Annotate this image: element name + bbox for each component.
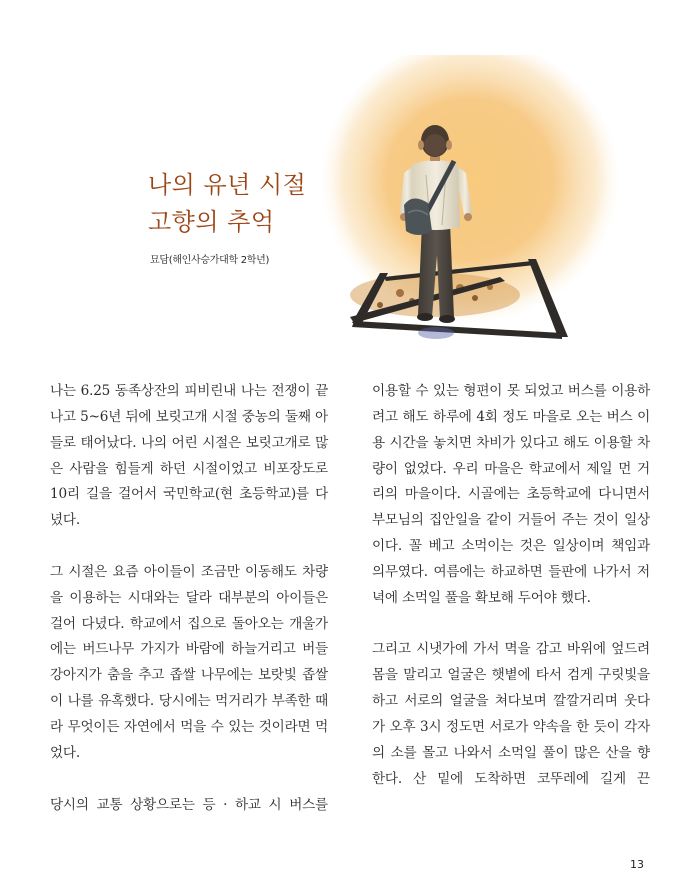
- paragraph: 나는 6.25 동족상잔의 피비린내 나는 전쟁이 끝나고 5~6년 뒤에 보릿고개 시절 중농의 둘째 아들로 태어났다. 나의 어린 시절은 보릿고개로 많은 사람을 힘들게 하던 시절이었고 비포장도로 10리 길을 걸어서 국민학교(현 초등학교)를 다녔다.: [50, 383, 328, 529]
- paragraph: 이용할 수 있는 형편이 못 되었고 버스를 이용하려고 해도 하루에 4회 정도 마을로 오는 버스 이용 시간을 놓치면 차비가 있다고 해도 이용할 차량이 없었다. 우리 마을은 학교에서 제일 먼 거리의 마을이다. 시골에는 초등학교에 다니면서 부모님의 집안일을 같이 거들어 주는 것이 일상이다. 꼴 베고 소먹이는 것은 일상이며 책임과 의무였다. 여름에는 하교하면 들판에 나가서 저녁에 소먹일 풀을 확보해 두어야 했다.: [372, 383, 650, 606]
- boy-shadow: [418, 327, 454, 339]
- boy-walking-illustration: [300, 55, 650, 365]
- title-line-1: 나의 유년 시절: [148, 171, 307, 199]
- body-column-left: [50, 379, 328, 818]
- paragraph: 그리고 시냇가에 가서 멱을 감고 바위에 엎드려 몸을 말리고 얼굴은 햇볕에 타서 검게 구릿빛을 하고 서로의 얼굴을 쳐다보며 깔깔거리며 웃다가 오후 3시 정도면 서로가 약속을 한 듯이 각자의 소를 몰고 나와서 소먹일 풀이 많은 산을 향한다. 산 밑에 도착하면 코뚜레에 길게 끈: [372, 641, 650, 787]
- author-byline: 묘담(해인사승가대학 2학년): [150, 255, 270, 266]
- title-line-2: 고향의 추억: [148, 208, 275, 236]
- body-column-right: [372, 379, 650, 793]
- paragraph: 그 시절은 요즘 아이들이 조금만 이동해도 차량을 이용하는 시대와는 달라 대부분의 아이들은 걸어 다녔다. 학교에서 집으로 돌아오는 개울가에는 버드나무 가지가 바람에 하늘거리고 버들강아지가 춤을 추고 좁쌀 나무에는 보랏빛 좁쌀이 나를 유혹했다. 당시에는 먹거리가 부족한 때라 무엇이든 자연에서 먹을 수 있는 것이라면 먹었다.: [50, 563, 328, 761]
- page-number: 13: [630, 858, 644, 871]
- paragraph: 당시의 교통 상황으로는 등 · 하교 시 버스를: [50, 796, 328, 813]
